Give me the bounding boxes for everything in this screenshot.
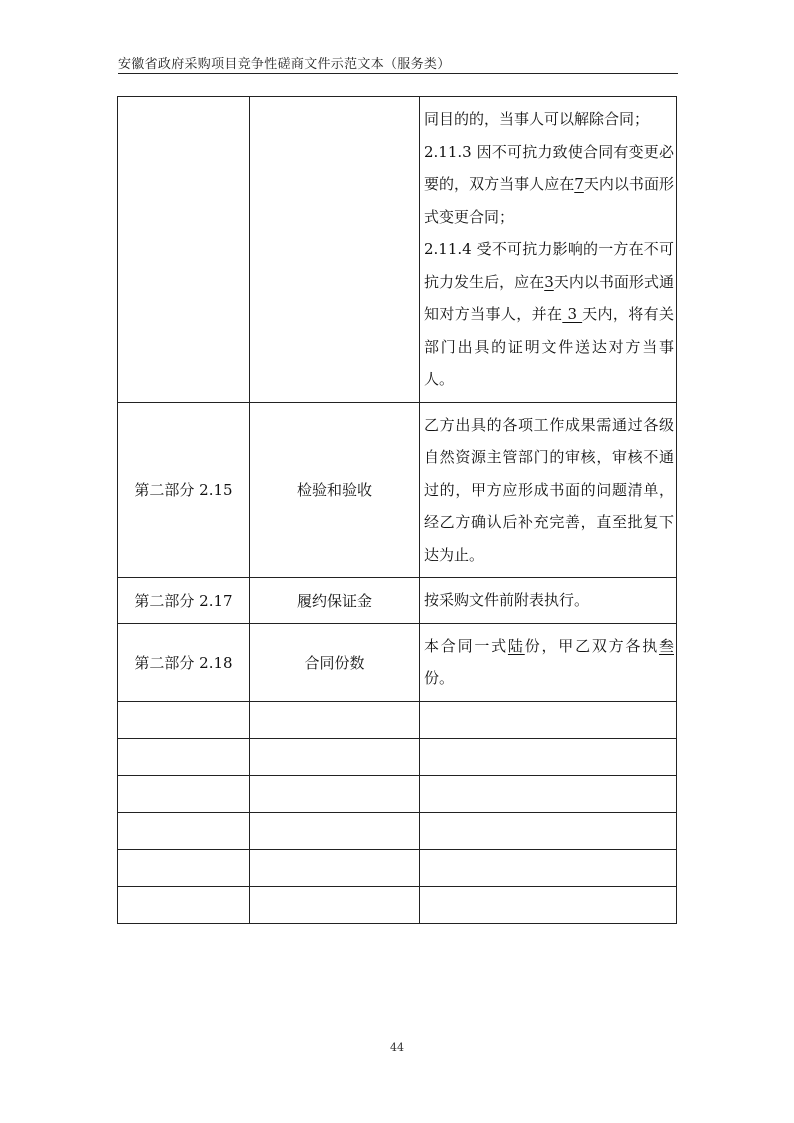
text-segment: 乙方出具的各项工作成果需通过各级自然资源主管部门的审核，审核不通过的，甲方应形成书面的问题清单，经乙方确认后补充完善，直至批复下达为止。 (424, 415, 674, 564)
content-paragraph (424, 103, 674, 136)
empty-cell (420, 738, 677, 775)
empty-cell (250, 849, 420, 886)
empty-cell (420, 775, 677, 812)
content-paragraph (424, 409, 674, 572)
empty-table-row (118, 886, 677, 923)
clause-cell: 第二部分 2.18 (118, 623, 250, 701)
page-number: 44 (390, 1041, 404, 1054)
topic-cell: 检验和验收 (250, 402, 420, 578)
text-segment: 天内以书面形式通知对方当事人，并在 (424, 272, 674, 323)
empty-cell (118, 701, 250, 738)
content-paragraph (424, 233, 674, 396)
content-paragraph (424, 136, 674, 234)
content-paragraph (424, 630, 674, 695)
text-segment: 份。 (424, 669, 455, 687)
underlined-value: 叁 (658, 636, 674, 655)
empty-table-row (118, 738, 677, 775)
empty-cell (118, 775, 250, 812)
topic-cell (250, 97, 420, 403)
table-row (118, 97, 677, 403)
text-segment: 2.11.3 因不可抗力致使合同有变更必要的，双方当事人应在 (424, 142, 674, 193)
content-cell (420, 97, 677, 403)
empty-cell (118, 886, 250, 923)
topic-cell: 履约保证金 (250, 578, 420, 624)
content-cell (420, 402, 677, 578)
empty-table-row (118, 775, 677, 812)
empty-cell (250, 812, 420, 849)
contract-clause-table (117, 96, 677, 924)
empty-cell (420, 812, 677, 849)
empty-cell (250, 886, 420, 923)
empty-cell (118, 812, 250, 849)
underlined-value: 7 (574, 175, 584, 193)
empty-table-row (118, 849, 677, 886)
empty-cell (250, 775, 420, 812)
empty-cell (420, 701, 677, 738)
clause-cell: 第二部分 2.15 (118, 402, 250, 578)
empty-table-row (118, 812, 677, 849)
underlined-value: 3 (562, 305, 583, 323)
text-segment: 2.11.4 受不可抗力影响的一方在不可抗力发生后，应在 (424, 240, 674, 291)
text-segment: 本合同一式 (424, 636, 508, 655)
empty-table-row (118, 701, 677, 738)
underlined-value: 3 (544, 272, 554, 291)
content-cell (420, 578, 677, 624)
empty-cell (118, 738, 250, 775)
underlined-value: 陆 (507, 636, 525, 655)
running-header: 安徽省政府采购项目竞争性磋商文件示范文本（服务类） (118, 57, 451, 72)
table-row (118, 623, 677, 701)
header-rule (118, 73, 678, 74)
text-segment: 份，甲乙双方各执 (524, 636, 659, 655)
empty-cell (118, 849, 250, 886)
clause-cell: 第二部分 2.17 (118, 578, 250, 624)
empty-cell (250, 738, 420, 775)
text-segment: 天内，将有关部门出具的证明文件送达对方当事人。 (424, 305, 674, 388)
topic-cell: 合同份数 (250, 623, 420, 701)
clause-cell (118, 97, 250, 403)
empty-cell (420, 886, 677, 923)
table-row (118, 578, 677, 624)
empty-cell (420, 849, 677, 886)
table-row (118, 402, 677, 578)
content-paragraph (424, 584, 674, 617)
text-segment: 按采购文件前附表执行。 (424, 591, 590, 609)
content-cell (420, 623, 677, 701)
text-segment: 同目的的，当事人可以解除合同； (424, 110, 650, 128)
empty-cell (250, 701, 420, 738)
text-segment: 天内以书面形式变更合同； (424, 175, 674, 226)
